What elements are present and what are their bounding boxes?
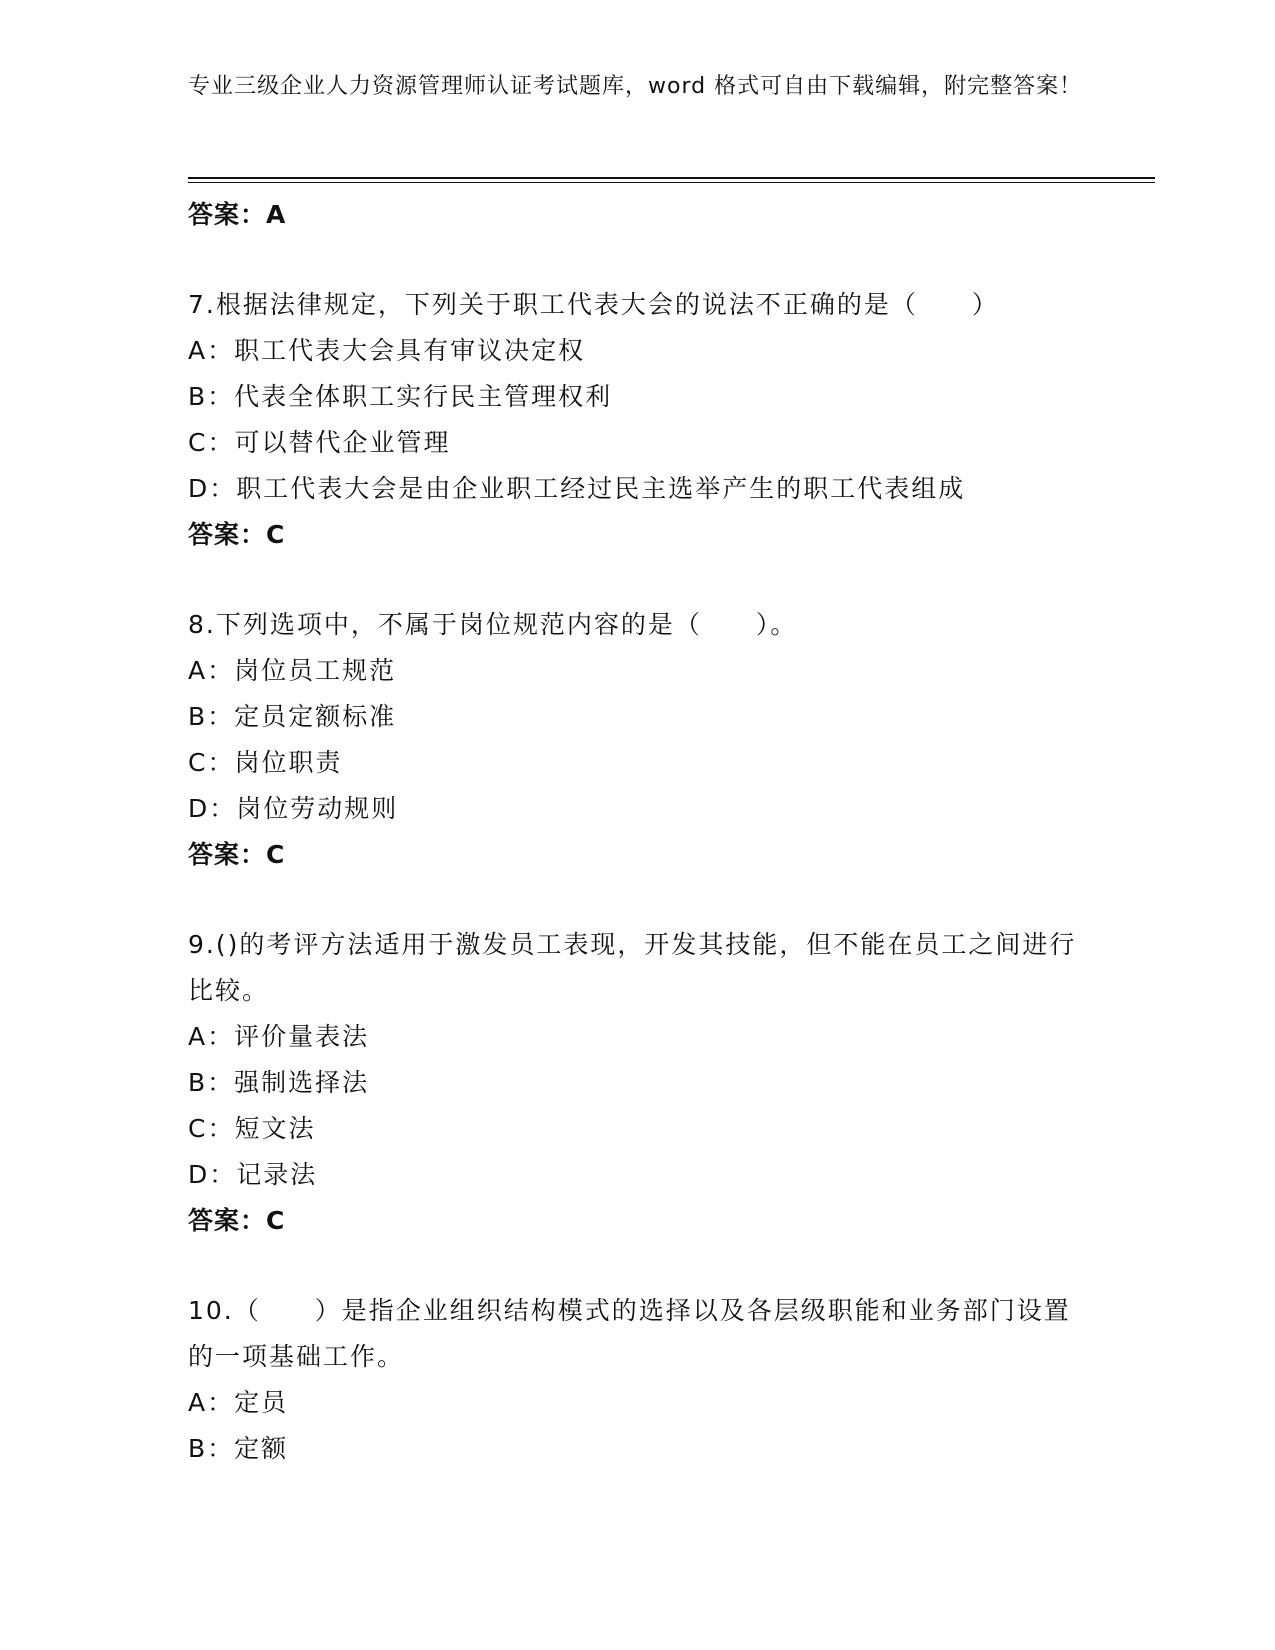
header-divider-thin xyxy=(188,182,1155,183)
option-a: A：职工代表大会具有审议决定权 xyxy=(188,336,586,365)
option-b: B：强制选择法 xyxy=(188,1068,370,1097)
option-b: B：定员定额标准 xyxy=(188,702,397,731)
option-b: B：代表全体职工实行民主管理权利 xyxy=(188,382,613,411)
option-c: C：岗位职责 xyxy=(188,748,343,777)
option-a: A：评价量表法 xyxy=(188,1022,370,1051)
question-item xyxy=(188,1288,1088,1472)
question-item xyxy=(188,922,1088,1244)
page-header: 专业三级企业人力资源管理师认证考试题库，word 格式可自由下载编辑，附完整答案！ xyxy=(188,74,1083,99)
option-c: C：可以替代企业管理 xyxy=(188,428,451,457)
question-list xyxy=(188,192,1088,1472)
question-text: 9.()的考评方法适用于激发员工表现，开发其技能，但不能在员工之间进行比较。 xyxy=(188,930,1077,1005)
header-divider xyxy=(188,177,1155,179)
answer-line: 答案：C xyxy=(188,840,286,869)
option-a: A：定员 xyxy=(188,1388,289,1417)
answer-line: 答案：C xyxy=(188,1206,286,1235)
question-text: 7.根据法律规定，下列关于职工代表大会的说法不正确的是（ ） xyxy=(188,290,999,319)
question-text: 10.（ ）是指企业组织结构模式的选择以及各层级职能和业务部门设置的一项基础工作。 xyxy=(188,1296,1071,1371)
option-d: D：岗位劳动规则 xyxy=(188,794,399,823)
option-d: D：记录法 xyxy=(188,1160,318,1189)
option-c: C：短文法 xyxy=(188,1114,316,1143)
option-d: D：职工代表大会是由企业职工经过民主选举产生的职工代表组成 xyxy=(188,474,966,503)
option-b: B：定额 xyxy=(188,1434,289,1463)
answer-line: 答案：C xyxy=(188,520,286,549)
question-item xyxy=(188,282,1088,558)
question-item xyxy=(188,602,1088,878)
answer-line: 答案：A xyxy=(188,200,287,229)
question-text: 8.下列选项中，不属于岗位规范内容的是（ ）。 xyxy=(188,610,798,639)
option-a: A：岗位员工规范 xyxy=(188,656,397,685)
